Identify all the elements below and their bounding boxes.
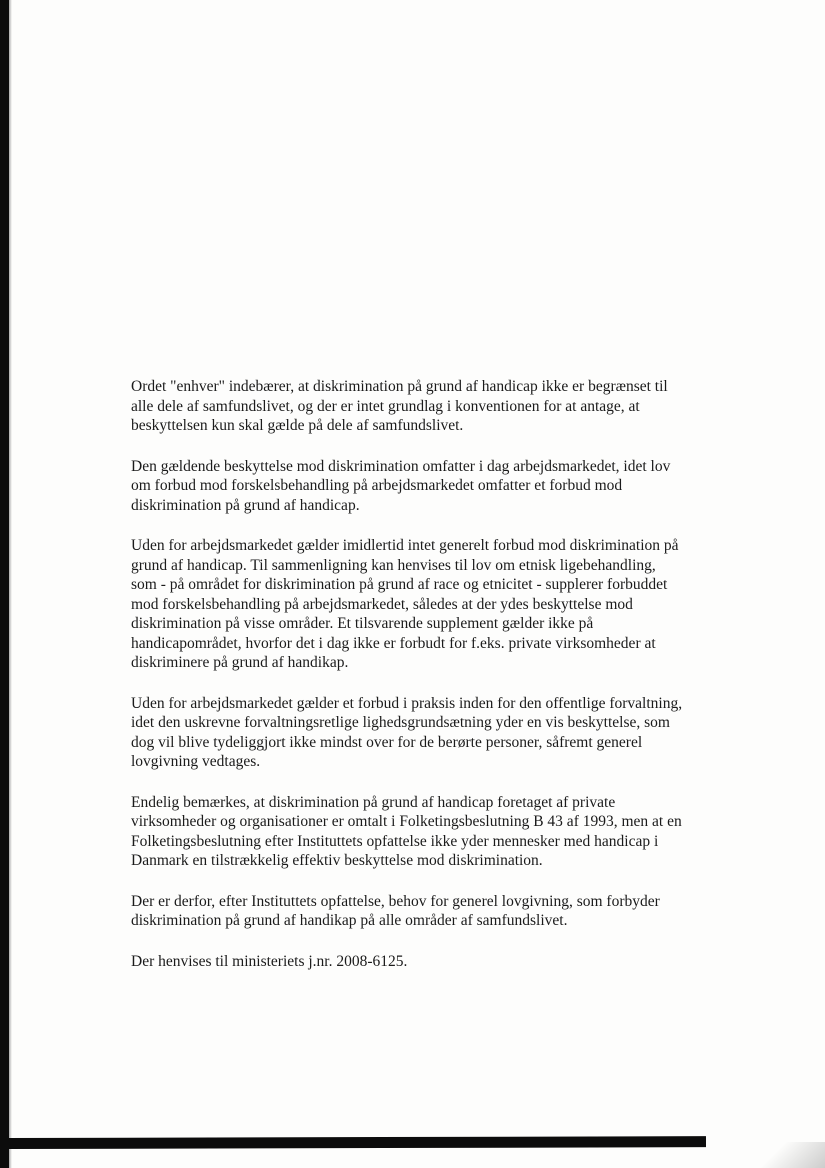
paragraph: Uden for arbejdsmarkedet gælder et forbud i praksis inden for den offentlige forvaltning, idet den uskrevne forvaltningsretlige lighedsgrundsætning yder en vis beskyttelse, som dog vil blive tydeliggjort ikke mindst over for de berørte personer, såfremt generel lovgivning vedtages.	[131, 694, 683, 770]
paragraph: Den gældende beskyttelse mod diskrimination omfatter i dag arbejdsmarkedet, idet lov om forbud mod forskelsbehandling på arbejdsmarkedet omfatter et forbud mod diskrimination på grund af handicap.	[131, 457, 671, 514]
paragraph: Ordet "enhver" indebærer, at diskrimination på grund af handicap ikke er begrænset til alle dele af samfundslivet, og der er intet grundlag i konventionen for at antage, at beskyttelsen kun skal gælde på dele af samfundslivet.	[131, 378, 668, 434]
paragraph: Endelig bemærkes, at diskrimination på grund af handicap foretaget af private virksomheder og organisationer er omtalt i Folketingsbeslutning B 43 af 1993, men at en Folketingsbeslutning efter Instituttets opfattelse ikke yder mennesker med handicap i Danmark en tilstrækkelig effektiv beskyttelse mod diskrimination.	[131, 793, 682, 869]
reference-line: Der henvises til ministeriets j.nr. 2008-6125.	[131, 952, 408, 970]
scan-artifact-bottom-line	[9, 1136, 706, 1149]
paragraph: Der er derfor, efter Instituttets opfattelse, behov for generel lovgivning, som forbyder diskrimination på grund af handikap på alle områder af samfundslivet.	[131, 892, 660, 929]
paragraph: Uden for arbejdsmarkedet gælder imidlertid intet generelt forbud mod diskrimination på grund af handicap. Til sammenligning kan henvises til lov om etnisk ligebehandling, som - på området for diskrimination på grund af race og etnicitet - supplerer forbuddet mod forskelsbehandling på arbejdsmarkedet, således at der ydes beskyttelse mod diskrimination på visse områder. Et tilsvarende supplement gælder ikke på handicapområdet, hvorfor det i dag ikke er forbudt for f.eks. private virksomheder at diskriminere på grund af handikap.	[131, 537, 679, 671]
scan-artifact-left-edge	[0, 0, 9, 1168]
scan-artifact-page-corner	[705, 1142, 825, 1168]
document-body-text	[131, 377, 683, 992]
